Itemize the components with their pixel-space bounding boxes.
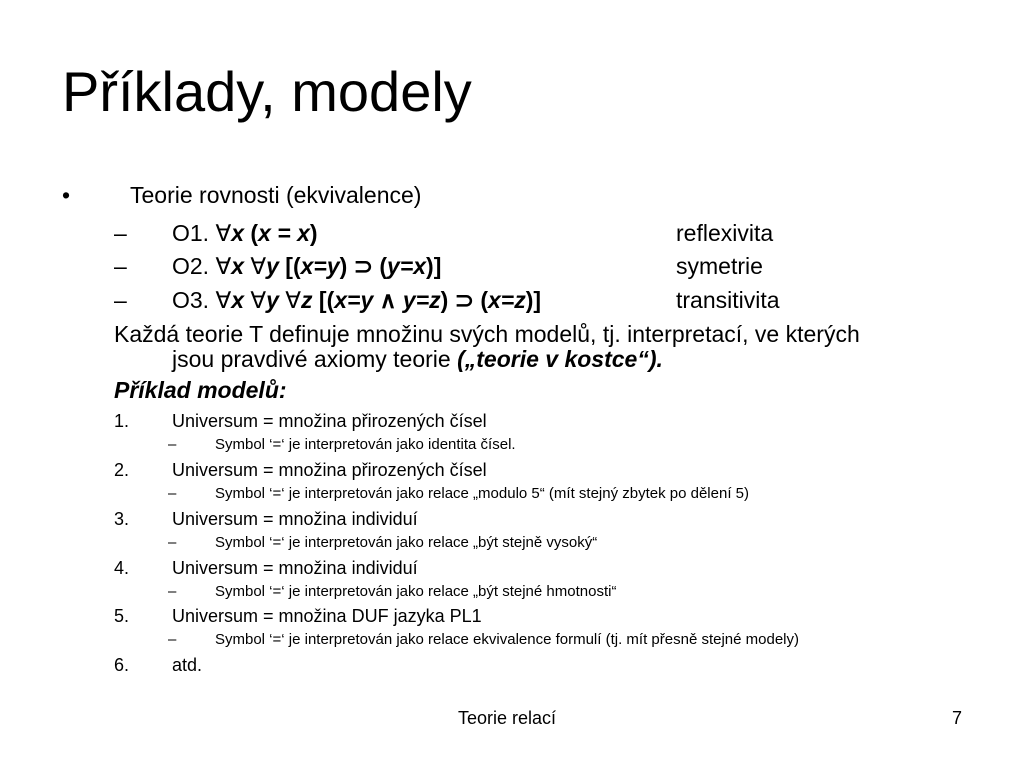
model-item [114, 558, 418, 579]
axiom-name-o1: reflexivita [676, 220, 774, 246]
model-number: 3. [114, 509, 130, 529]
dash-marker: – [168, 534, 177, 551]
axiom-name-o2: symetrie [676, 253, 763, 279]
paragraph-line-2 [172, 346, 663, 373]
axiom-row-o2 [114, 253, 763, 280]
model-number: 1. [114, 411, 130, 431]
model-item [114, 460, 487, 481]
model-detail [168, 485, 750, 502]
axiom-row-o3 [114, 287, 780, 314]
page-number: 7 [952, 708, 963, 728]
dash-marker: – [168, 583, 177, 600]
axiom-formula-o2: O2. ∀x ∀y [(x=y) ⊃ (y=x)] [172, 253, 442, 279]
model-item [114, 509, 418, 530]
paragraph-line-1: Každá teorie T definuje množinu svých modelů, tj. interpretací, ve kterých [114, 321, 860, 347]
model-text: Universum = množina individuí [172, 509, 418, 529]
paragraph-emphasis: („teorie v kostce“). [457, 346, 663, 372]
model-item [114, 606, 482, 627]
theory-heading: Teorie rovnosti (ekvivalence) [130, 182, 422, 208]
paragraph-text: jsou pravdivé axiomy teorie [172, 346, 458, 372]
slide-title: Příklady, modely [62, 60, 472, 123]
model-detail-text: Symbol ‘=‘ je interpretován jako relace „být stejně vysoký“ [215, 534, 598, 551]
model-number: 4. [114, 558, 130, 578]
dash-marker: – [114, 253, 127, 279]
model-detail-text: Symbol ‘=‘ je interpretován jako identita čísel. [215, 436, 516, 453]
axiom-name-o3: transitivita [676, 287, 780, 313]
dash-marker: – [168, 436, 177, 453]
heading-row [62, 182, 422, 209]
axiom-formula-o3: O3. ∀x ∀y ∀z [(x=y ∧ y=z) ⊃ (x=z)] [172, 287, 542, 313]
model-number: 5. [114, 606, 130, 626]
model-text: Universum = množina DUF jazyka PL1 [172, 606, 482, 626]
footer-title: Teorie relací [458, 708, 557, 728]
model-text: Universum = množina přirozených čísel [172, 460, 487, 480]
model-text: Universum = množina individuí [172, 558, 418, 578]
models-heading: Příklad modelů: [114, 377, 287, 403]
model-number: 6. [114, 655, 130, 675]
axiom-row-o1 [114, 220, 774, 247]
model-detail [168, 534, 598, 551]
model-number: 2. [114, 460, 130, 480]
dash-marker: – [114, 287, 127, 313]
dash-marker: – [168, 631, 177, 648]
bullet-marker: • [62, 182, 71, 208]
model-detail [168, 631, 800, 648]
model-detail [168, 583, 617, 600]
model-item [114, 411, 487, 432]
model-detail-text: Symbol ‘=‘ je interpretován jako relace „být stejné hmotnosti“ [215, 583, 617, 600]
model-detail-text: Symbol ‘=‘ je interpretován jako relace ekvivalence formulí (tj. mít přesně stejné modely) [215, 631, 800, 648]
model-text: atd. [172, 655, 203, 675]
model-text: Universum = množina přirozených čísel [172, 411, 487, 431]
model-item [114, 655, 203, 676]
dash-marker: – [168, 485, 177, 502]
model-detail-text: Symbol ‘=‘ je interpretován jako relace „modulo 5“ (mít stejný zbytek po dělení 5) [215, 485, 750, 502]
model-detail [168, 436, 516, 453]
dash-marker: – [114, 220, 127, 246]
axiom-formula-o1: O1. ∀x (x = x) [172, 220, 318, 246]
